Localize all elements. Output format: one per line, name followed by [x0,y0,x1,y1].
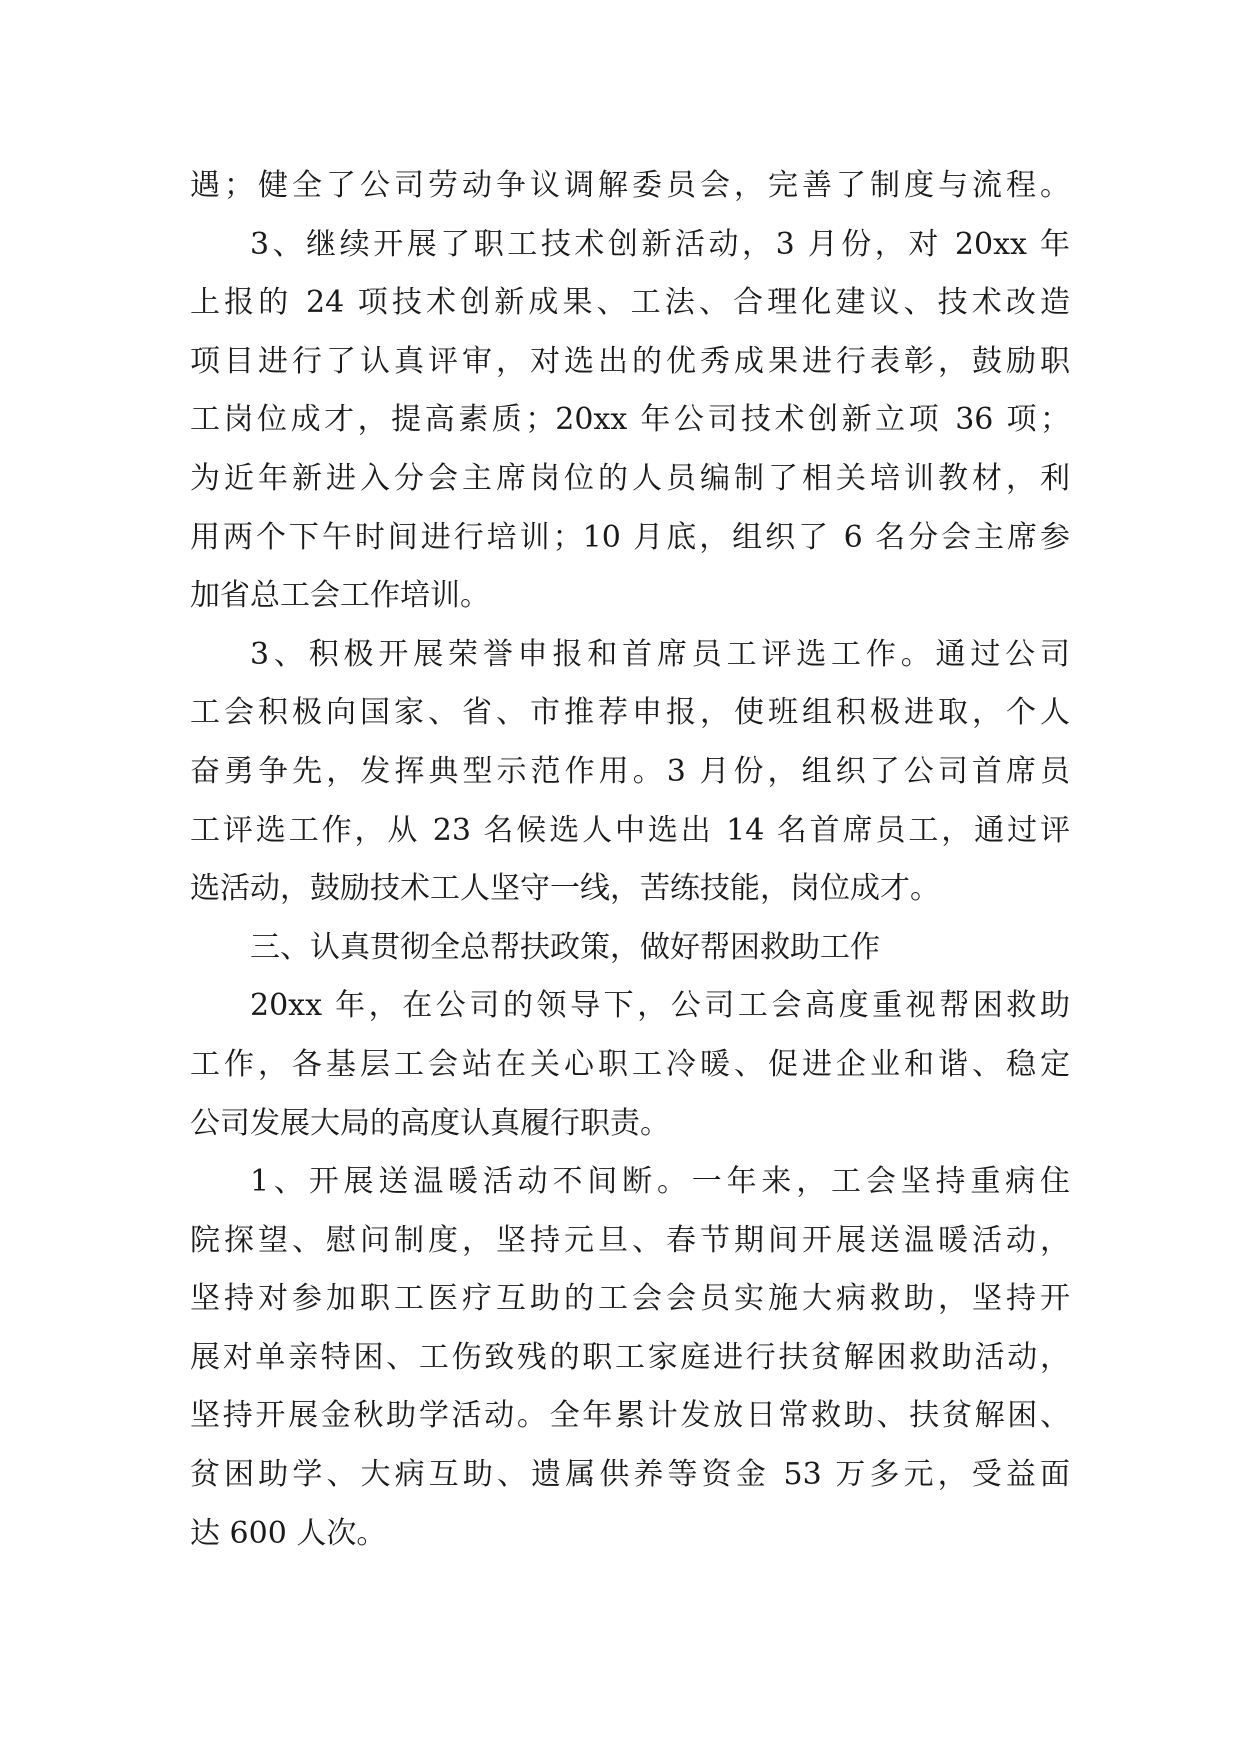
text-line: 为近年新进入分会主席岗位的人员编制了相关培训教材，利 [190,460,1070,496]
text-line: 公司发展大局的高度认真履行职责。 [190,1105,670,1141]
text-line: 1、开展送温暖活动不间断。一年来，工会坚持重病住 [250,1164,1070,1200]
text-line: 工作，各基层工会站在关心职工冷暖、促进企业和谐、稳定 [190,1046,1070,1082]
body-text [190,157,1070,1563]
text-line: 展对单亲特困、工伤致残的职工家庭进行扶贫解困救助活动， [190,1339,1070,1375]
text-line: 坚持对参加职工医疗互助的工会会员实施大病救助，坚持开 [190,1281,1070,1317]
text-line: 上报的 24 项技术创新成果、工法、合理化建议、技术改造 [190,285,1070,321]
text-line: 加省总工会工作培训。 [190,578,490,614]
text-line: 坚持开展金秋助学活动。全年累计发放日常救助、扶贫解困、 [190,1398,1070,1434]
text-line: 达 600 人次。 [190,1515,387,1551]
text-line: 贫困助学、大病互助、遗属供养等资金 53 万多元，受益面 [190,1457,1070,1493]
text-line: 选活动，鼓励技术工人坚守一线，苦练技能，岗位成才。 [190,871,940,907]
text-line: 工评选工作，从 23 名候选人中选出 14 名首席员工，通过评 [190,812,1070,848]
text-line: 用两个下午时间进行培训；10 月底，组织了 6 名分会主席参 [190,519,1070,555]
text-line: 3、积极开展荣誉申报和首席员工评选工作。通过公司 [250,636,1070,672]
text-line: 工岗位成才，提高素质；20xx 年公司技术创新立项 36 项； [190,402,1070,438]
text-line: 项目进行了认真评审，对选出的优秀成果进行表彰，鼓励职 [190,343,1070,379]
text-line: 遇；健全了公司劳动争议调解委员会，完善了制度与流程。 [190,168,1070,203]
text-line: 三、认真贯彻全总帮扶政策，做好帮困救助工作 [250,929,880,965]
text-line: 工会积极向国家、省、市推荐申报，使班组积极进取，个人 [190,695,1070,731]
text-line: 奋勇争先，发挥典型示范作用。3 月份，组织了公司首席员 [190,753,1070,789]
text-line: 院探望、慰问制度，坚持元旦、春节期间开展送温暖活动， [190,1222,1070,1258]
text-line: 3、继续开展了职工技术创新活动，3 月份，对 20xx 年 [250,226,1070,262]
text-line: 20xx 年，在公司的领导下，公司工会高度重视帮困救助 [250,988,1070,1024]
